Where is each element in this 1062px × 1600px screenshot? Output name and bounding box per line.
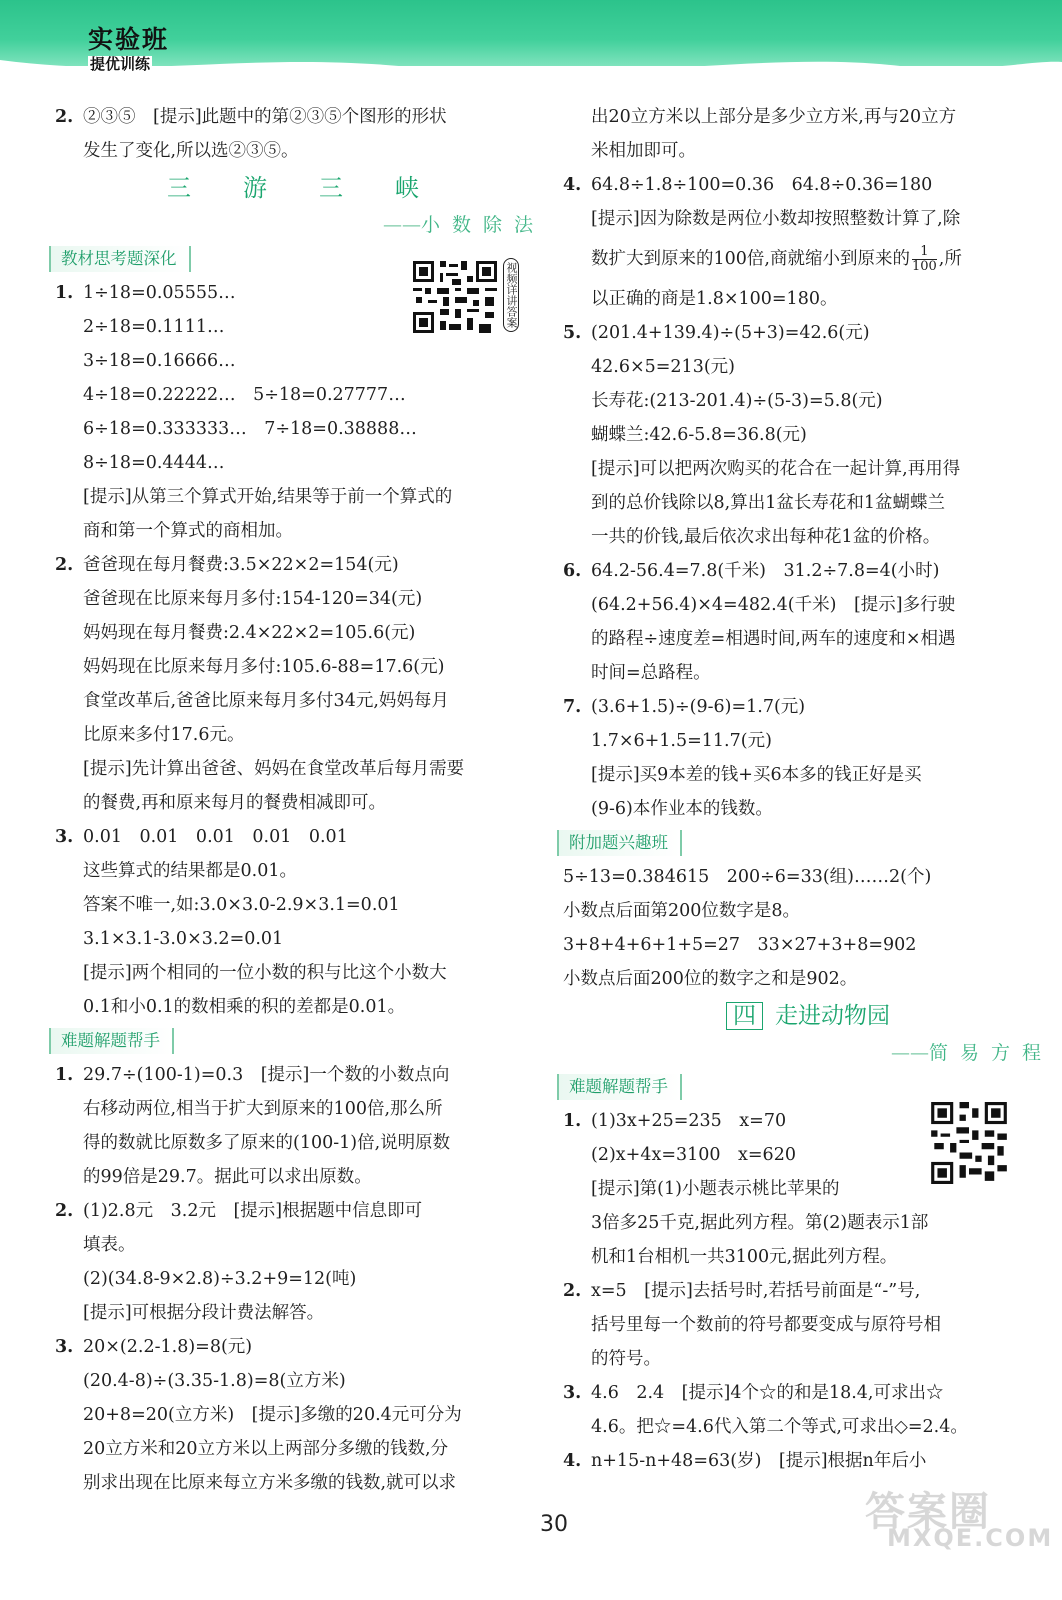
answer-line: 42.6×5=213(元) (591, 357, 735, 377)
fraction: $\frac{1}{100}$ (911, 244, 937, 274)
hint-line: 机和1台相机一共3100元,据此列方程。 (591, 1247, 898, 1267)
answer-line: 4÷18=0.22222… 5÷18=0.27777… (83, 385, 406, 405)
watermark (865, 1480, 1054, 1552)
answer-line: 1. (1)3x+25=235 x=70 (563, 1111, 787, 1131)
band-row (49, 1024, 545, 1058)
hint-line: 括号里每一个数前的符号都要变成与原符号相 (591, 1315, 941, 1335)
answer-line: 妈妈现在每月餐费:2.4×22×2=105.6(元) (83, 623, 416, 643)
answer-line: 3÷18=0.16666… (83, 351, 236, 371)
hint-line: 的路程÷速度差=相遇时间,两车的速度和×相遇 (591, 629, 956, 649)
hint-line: 3倍多25千克,据此列方程。第(2)题表示1部 (591, 1213, 929, 1233)
band-row (557, 826, 1053, 860)
category-band: 难题解题帮手 (557, 1074, 682, 1100)
hint-line: [提示]两个相同的一位小数的积与比这个小数大 (83, 963, 447, 983)
answer-line: 小数点后面200位的数字之和是902。 (563, 969, 858, 989)
hint-line: 一共的价钱,最后依次求出每种花1盆的价格。 (591, 527, 941, 547)
hint-line: 商和第一个算式的商相加。 (83, 521, 293, 541)
answer-line: 长寿花:(213-201.4)÷(5-3)=5.8(元) (591, 391, 883, 411)
hint-line: 4.6。把☆=4.6代入第二个等式,可求出◇=2.4。 (591, 1417, 968, 1437)
hint-line: (9-6)本作业本的钱数。 (591, 799, 773, 819)
answer-line: 2. (1)2.8元 3.2元 [提示]根据题中信息即可 (55, 1201, 423, 1221)
hint-line: 别求出现在比原来每立方米多缴的钱数,就可以求 (83, 1473, 457, 1493)
right-column (563, 100, 1053, 1478)
answer-line: 爸爸现在比原来每月多付:154-120=34(元) (83, 589, 423, 609)
answer-line: 4. 64.8÷1.8÷100=0.36 64.8÷0.36=180 (563, 175, 933, 195)
hint-line-fraction: 数扩大到原来的100倍,商就缩小到原来的 $\frac{1}{100}$ ,所 (591, 244, 962, 274)
watermark-logo: 答案圈 (865, 1489, 991, 1535)
hint-line: 到的总价钱除以8,算出1盆长寿花和1盆蝴蝶兰 (591, 493, 945, 513)
qr-code-icon[interactable] (410, 258, 500, 336)
answer-line: 4. n+15-n+48=63(岁) [提示]根据n年后小 (563, 1451, 927, 1471)
answer-line: 3.1×3.1-3.0×3.2=0.01 (83, 929, 284, 949)
section-subtitle: ——小数除法 (382, 214, 545, 236)
answer-line: 5÷13=0.384615 200÷6=33(组)……2(个) (563, 867, 932, 887)
hint-line: [提示]买9本差的钱+买6本多的钱正好是买 (591, 765, 922, 785)
answer-line: 3+8+4+6+1+5=27 33×27+3+8=902 (563, 935, 917, 955)
hint-line: 的符号。 (591, 1349, 661, 1369)
chapter-title: 四 走进动物园 (563, 996, 1053, 1036)
hint-line: 0.1和小0.1的数相乘的积的差都是0.01。 (83, 997, 406, 1017)
brand-logo (88, 26, 169, 74)
answer-line: 6÷18=0.333333… 7÷18=0.38888… (83, 419, 417, 439)
hint-line: 以正确的商是1.8×100=180。 (591, 289, 838, 309)
section-title: 三 游 三 峡 (167, 174, 433, 202)
category-band: 难题解题帮手 (49, 1028, 174, 1054)
hint-line: 米相加即可。 (591, 141, 696, 161)
answer-line: 填表。 (83, 1235, 136, 1255)
hint-line: [提示]第(1)小题表示桃比苹果的 (591, 1179, 840, 1199)
answer-line: 1.7×6+1.5=11.7(元) (591, 731, 772, 751)
qr-code-icon[interactable] (928, 1098, 1010, 1188)
hint-line: 的99倍是29.7。据此可以求出原数。 (83, 1167, 372, 1187)
answer-line: 2÷18=0.1111… (83, 317, 225, 337)
chapter-number: 四 (726, 1002, 763, 1030)
answer-line: 3. 4.6 2.4 [提示]4个☆的和是18.4,可求出☆ (563, 1383, 944, 1403)
hint-line: 的餐费,再和原来每月的餐费相减即可。 (83, 793, 387, 813)
category-band: 教材思考题深化 (49, 246, 191, 272)
answer-line: (64.2+56.4)×4=482.4(千米) [提示]多行驶 (591, 595, 956, 615)
answer-line: 比原来多付17.6元。 (83, 725, 245, 745)
hint-line: 时间=总路程。 (591, 663, 711, 683)
answer-line: 2. x=5 [提示]去括号时,若括号前面是“-”号, (563, 1281, 921, 1301)
category-band: 附加题兴趣班 (557, 830, 682, 856)
answer-line: 7. (3.6+1.5)÷(9-6)=1.7(元) (563, 697, 806, 717)
answer-line: 2. 爸爸现在每月餐费:3.5×22×2=154(元) (55, 555, 399, 575)
answer-line: 妈妈现在比原来每月多付:105.6-88=17.6(元) (83, 657, 445, 677)
hint-line: 出20立方米以上部分是多少立方米,再与20立方 (591, 107, 957, 127)
hint-line: 20立方米和20立方米以上两部分多缴的钱数,分 (83, 1439, 449, 1459)
answer-line: 1. 29.7÷(100-1)=0.3 [提示]一个数的小数点向 (55, 1065, 450, 1085)
answer-line: 2. ②③⑤ [提示]此题中的第②③⑤个图形的形状 (55, 107, 447, 127)
answer-line: 1. 1÷18=0.05555… (55, 283, 236, 303)
answer-line: 蝴蝶兰:42.6-5.8=36.8(元) (591, 425, 807, 445)
hint-line: 右移动两位,相当于扩大到原来的100倍,那么所 (83, 1099, 443, 1119)
answer-line: (20.4-8)÷(3.35-1.8)=8(立方米) (83, 1371, 346, 1391)
hint-line: [提示]因为除数是两位小数却按照整数计算了,除 (591, 209, 961, 229)
answer-line: 这些算式的结果都是0.01。 (83, 861, 297, 881)
brand-subtitle: 提优训练 (90, 55, 151, 73)
hint-line: [提示]从第三个算式开始,结果等于前一个算式的 (83, 487, 453, 507)
answer-line: (2)x+4x=3100 x=620 (591, 1145, 796, 1165)
answer-line: 答案不唯一,如:3.0×3.0-2.9×3.1=0.01 (83, 895, 400, 915)
watermark-url: MXQE.COM (887, 1524, 1054, 1552)
answer-line: 6. 64.2-56.4=7.8(千米) 31.2÷7.8=4(小时) (563, 561, 940, 581)
hint-line: 得的数就比原数多了原来的(100-1)倍,说明原数 (83, 1133, 451, 1153)
hint-line: [提示]可以把两次购买的花合在一起计算,再用得 (591, 459, 961, 479)
answer-line: 3. 0.01 0.01 0.01 0.01 0.01 (55, 827, 348, 847)
answer-line: (2)(34.8-9×2.8)÷3.2+9=12(吨) (83, 1269, 357, 1289)
qr-video-label: 视频详讲答案 (503, 258, 519, 332)
page-number: 30 (540, 1512, 568, 1537)
answer-line: 20+8=20(立方米) [提示]多缴的20.4元可分为 (83, 1405, 462, 1425)
hint-line: [提示]可根据分段计费法解答。 (83, 1303, 325, 1323)
answer-line: 3. 20×(2.2-1.8)=8(元) (55, 1337, 253, 1357)
chapter-subtitle: ——简易方程 (890, 1042, 1053, 1064)
answer-line: 发生了变化,所以选②③⑤。 (83, 141, 299, 161)
answer-line: 5. (201.4+139.4)÷(5+3)=42.6(元) (563, 323, 870, 343)
hint-line: [提示]先计算出爸爸、妈妈在食堂改革后每月需要 (83, 759, 465, 779)
answer-line: 8÷18=0.4444… (83, 453, 225, 473)
answer-line: 食堂改革后,爸爸比原来每月多付34元,妈妈每月 (83, 691, 449, 711)
brand-title: 实验班 (88, 25, 170, 54)
answer-line: 小数点后面第200位数字是8。 (563, 901, 801, 921)
